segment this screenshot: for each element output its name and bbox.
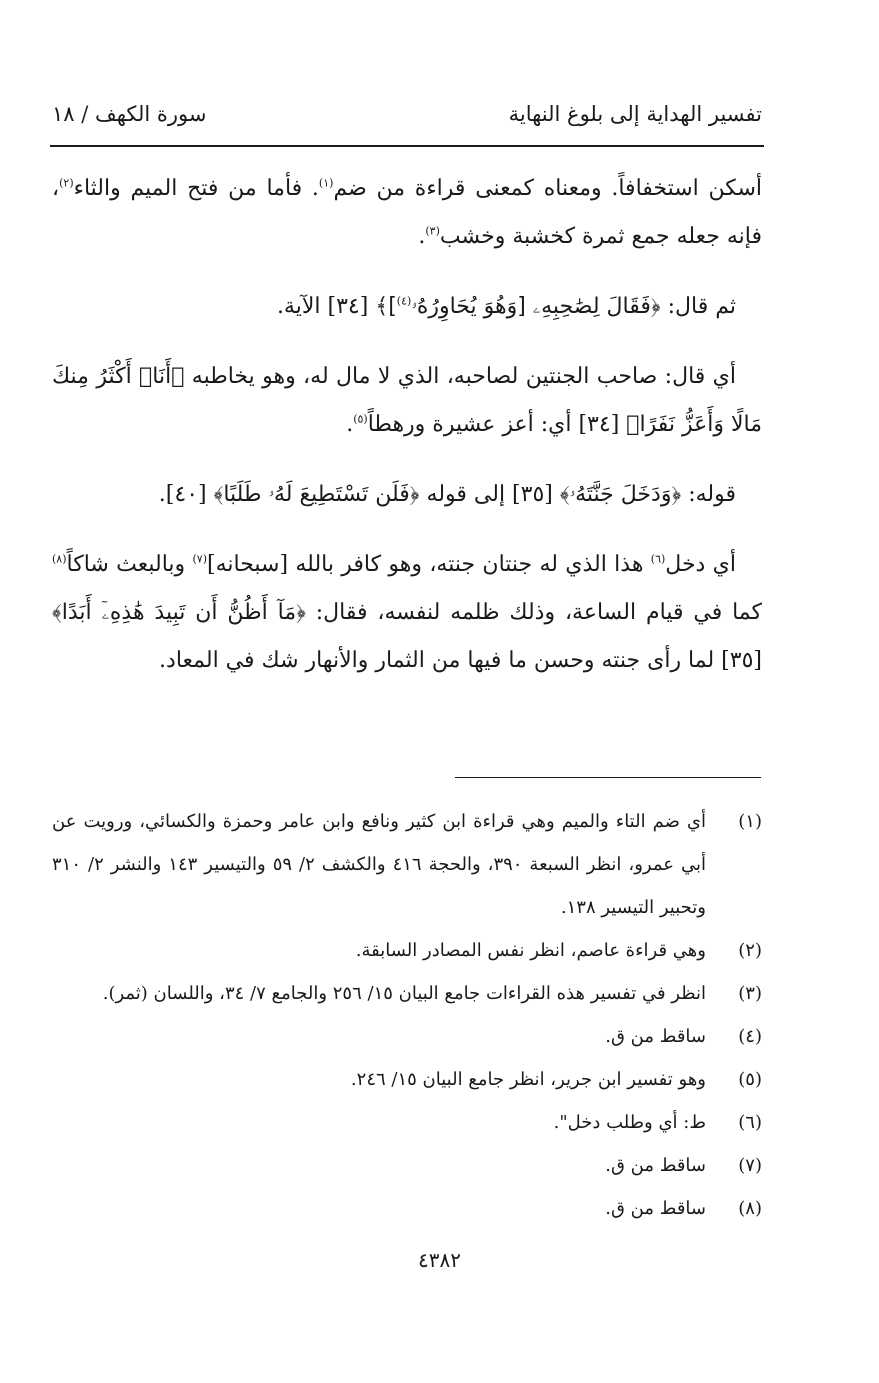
footnote-text: ط: أي وطلب دخل". <box>553 1112 706 1133</box>
text-run: [٣٤] الآية. <box>276 294 376 319</box>
footnote-number: (١) <box>738 811 762 832</box>
text-run: وبالبعث شاكاً <box>66 552 193 577</box>
text-run: أي قال: صاحب الجنتين لصاحبه، الذي لا مال له، وهو يخاطبه <box>184 364 736 389</box>
text-run: . فأما من فتح الميم والثاء <box>73 176 319 201</box>
footnote-ref: (٦) <box>650 552 666 566</box>
running-header <box>52 98 762 138</box>
text-run: [٤٠]. <box>158 482 214 507</box>
footnote-number: (٣) <box>738 983 762 1004</box>
text-run: [٣٥] لما رأى جنته وحسن ما فيها من الثمار والأنهار شك في المعاد. <box>159 648 762 673</box>
footnote-item <box>52 929 762 972</box>
footnote-item <box>52 972 762 1015</box>
quran-verse: ﴿فَلَن تَسْتَطِيعَ لَهُۥ طَلَبًا﴾ <box>213 482 420 507</box>
header-divider <box>50 145 764 147</box>
quran-verse: ﴿مَآ أَظُنُّ أَن تَبِيدَ هَٰذِهِۦٓ أَبَدًا﴾ <box>52 600 306 625</box>
book-title: تفسير الهداية إلى بلوغ النهاية <box>508 102 762 126</box>
footnote-item <box>52 1144 762 1187</box>
quran-verse: ]﴾ <box>375 294 397 319</box>
footnote-number: (٢) <box>738 940 762 961</box>
footnote-text: ساقط من ق. <box>605 1198 706 1219</box>
footnote-item <box>52 1187 762 1230</box>
paragraph <box>52 353 762 449</box>
footnote-number: (٨) <box>738 1198 762 1219</box>
text-run: كما في قيام الساعة، وذلك ظلمه لنفسه، فقال: <box>305 600 762 625</box>
footnote-number: (٦) <box>738 1112 762 1133</box>
quran-verse: ﴿أَنَا۠ أَكْثَرُ مِنكَ مَالًا وَأَعَزُّ نَفَرًا﴾ <box>52 364 762 437</box>
footnote-text: أي ضم التاء والميم وهي قراءة ابن كثير ونافع وابن عامر وحمزة والكسائي، ورويت عن أبي عمرو، انظر السبعة ٣٩٠، والحجة ٤١٦ والكشف ٢/ ٥٩ والتيسير ١٤٣ والنشر ٢/ ٣١٠ وتحبير التيسير ١٣٨. <box>52 811 706 918</box>
surah-title: سورة الكهف / ١٨ <box>52 102 207 126</box>
footnote-text: انظر في تفسير هذه القراءات جامع البيان ١٥/ ٢٥٦ والجامع ٧/ ٣٤، واللسان (ثمر). <box>102 983 706 1004</box>
text-run: هذا الذي له جنتان جنته، وهو كافر بالله [سبحانه] <box>206 552 651 577</box>
paragraph <box>52 471 762 519</box>
paragraph <box>52 283 762 331</box>
footnote-number: (٧) <box>738 1155 762 1176</box>
text-run: ، فإنه جعله جمع ثمرة كخشبة وخشب <box>52 176 762 249</box>
footnote-ref: (١) <box>318 176 334 190</box>
footnote-text: وهي قراءة عاصم، انظر نفس المصادر السابقة. <box>355 940 706 961</box>
footnote-ref: (٣) <box>425 224 440 238</box>
paragraph <box>52 165 762 261</box>
footnote-divider <box>455 777 761 778</box>
footnote-number: (٥) <box>738 1069 762 1090</box>
footnote-item <box>52 1058 762 1101</box>
footnote-ref: (٥) <box>353 412 368 426</box>
footnote-item <box>52 800 762 929</box>
quran-verse: ﴿فَقَالَ لِصَٰحِبِهِۦ [وَهُوَ يُحَاوِرُهُۥ <box>411 294 661 319</box>
footnote-ref: (٨) <box>52 552 67 566</box>
text-run: . <box>346 412 354 437</box>
footnote-item <box>52 1015 762 1058</box>
text-run: [٣٥] إلى قوله <box>419 482 560 507</box>
footnote-item <box>52 1101 762 1144</box>
footnote-ref: (٢) <box>59 176 74 190</box>
text-run: [٣٤] أي: أعز عشيرة ورهطاً <box>367 412 627 437</box>
text-run: ثم قال: <box>660 294 736 319</box>
footnote-ref: (٤) <box>396 294 412 308</box>
footnotes <box>52 800 762 1230</box>
text-run: أسكن استخفافاً. ومعناه كمعنى قراءة من ضم <box>333 176 762 201</box>
footnote-text: وهو تفسير ابن جرير، انظر جامع البيان ١٥/ ٢٤٦. <box>350 1069 706 1090</box>
paragraph <box>52 541 762 685</box>
footnote-text: ساقط من ق. <box>605 1026 706 1047</box>
footnote-ref: (٧) <box>192 552 207 566</box>
footnote-number: (٤) <box>738 1026 762 1047</box>
main-text <box>52 165 762 707</box>
page-number: ٤٣٨٢ <box>418 1248 461 1272</box>
text-run: قوله: <box>681 482 736 507</box>
text-run: أي دخل <box>665 552 736 577</box>
text-run: . <box>418 224 426 249</box>
quran-verse: ﴿وَدَخَلَ جَنَّتَهُۥ﴾ <box>559 482 682 507</box>
footnote-text: ساقط من ق. <box>605 1155 706 1176</box>
